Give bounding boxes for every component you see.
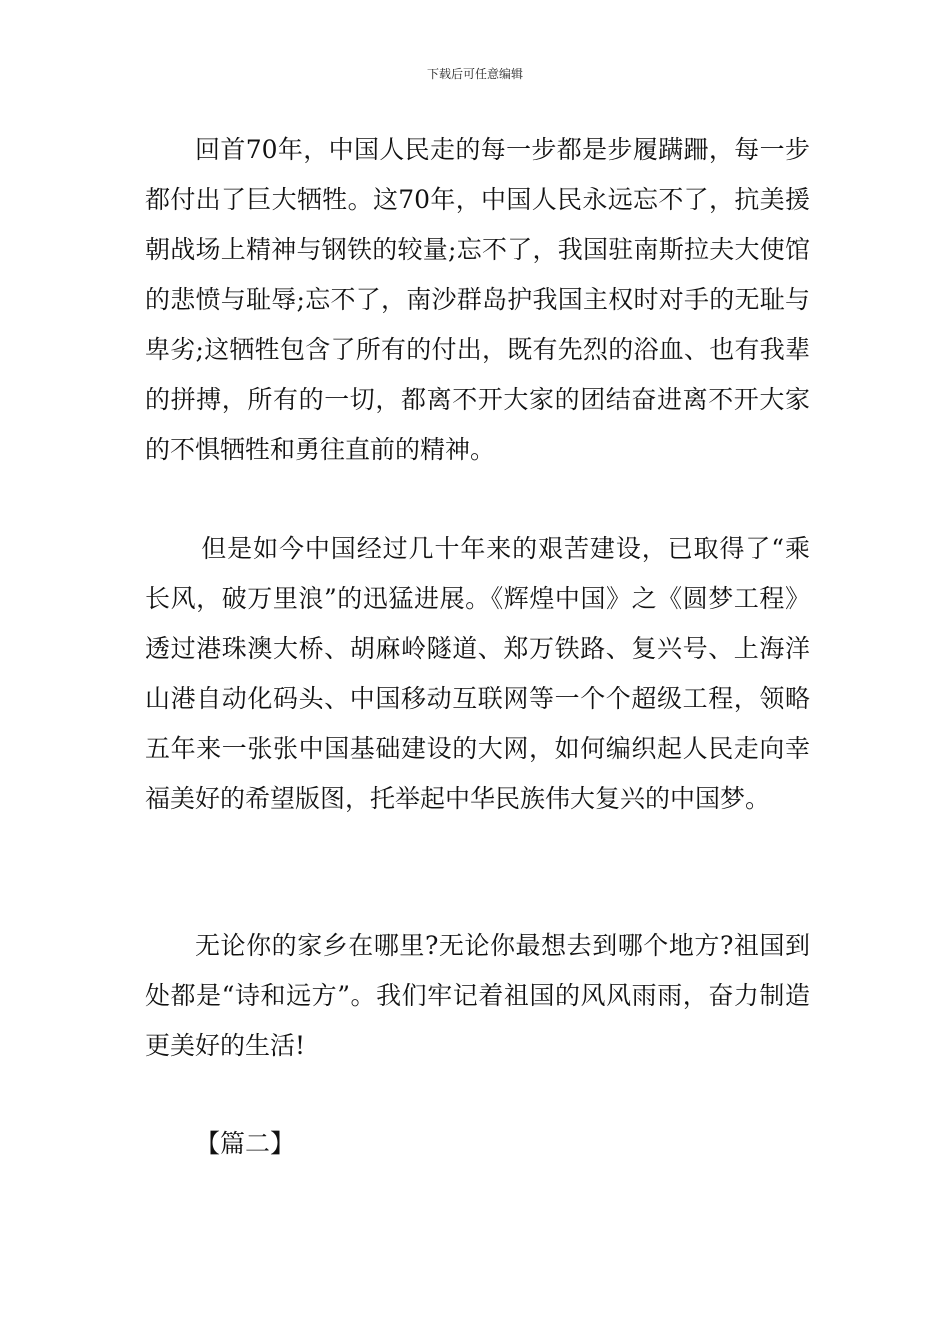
paragraph-2: 但是如今中国经过几十年来的艰苦建设，已取得了“乘长风，破万里浪”的迅猛进展。《辉煌中国》之《圆梦工程》透过港珠澳大桥、胡麻岭隧道、郑万铁路、复兴号、上海洋山港自动化码头、中国移动互联网等一个个超级工程，领略五年来一张张中国基础建设的大网，如何编织起人民走向幸福美好的希望版图，托举起中华民族伟大复兴的中国梦。 xyxy=(145,534,810,813)
paragraph-1: 回首70年，中国人民走的每一步都是步履蹒跚，每一步都付出了巨大牺牲。这70年，中国人民永远忘不了，抗美援朝战场上精神与钢铁的较量;忘不了，我国驻南斯拉夫大使馆的悲愤与耻辱;忘不了，南沙群岛护我国主权时对手的无耻与卑劣;这牺牲包含了所有的付出，既有先烈的浴血、也有我辈的拼搏，所有的一切，都离不开大家的团结奋进离不开大家的不惧牺牲和勇往直前的精神。 xyxy=(145,135,810,464)
section-heading: 【篇二】 xyxy=(195,1129,296,1158)
page-header-note: 下载后可任意编辑 xyxy=(426,67,523,81)
paragraph-3: 无论你的家乡在哪里?无论你最想去到哪个地方?祖国到处都是“诗和远方”。我们牢记着祖国的风风雨雨，奋力制造更美好的生活! xyxy=(145,931,810,1060)
